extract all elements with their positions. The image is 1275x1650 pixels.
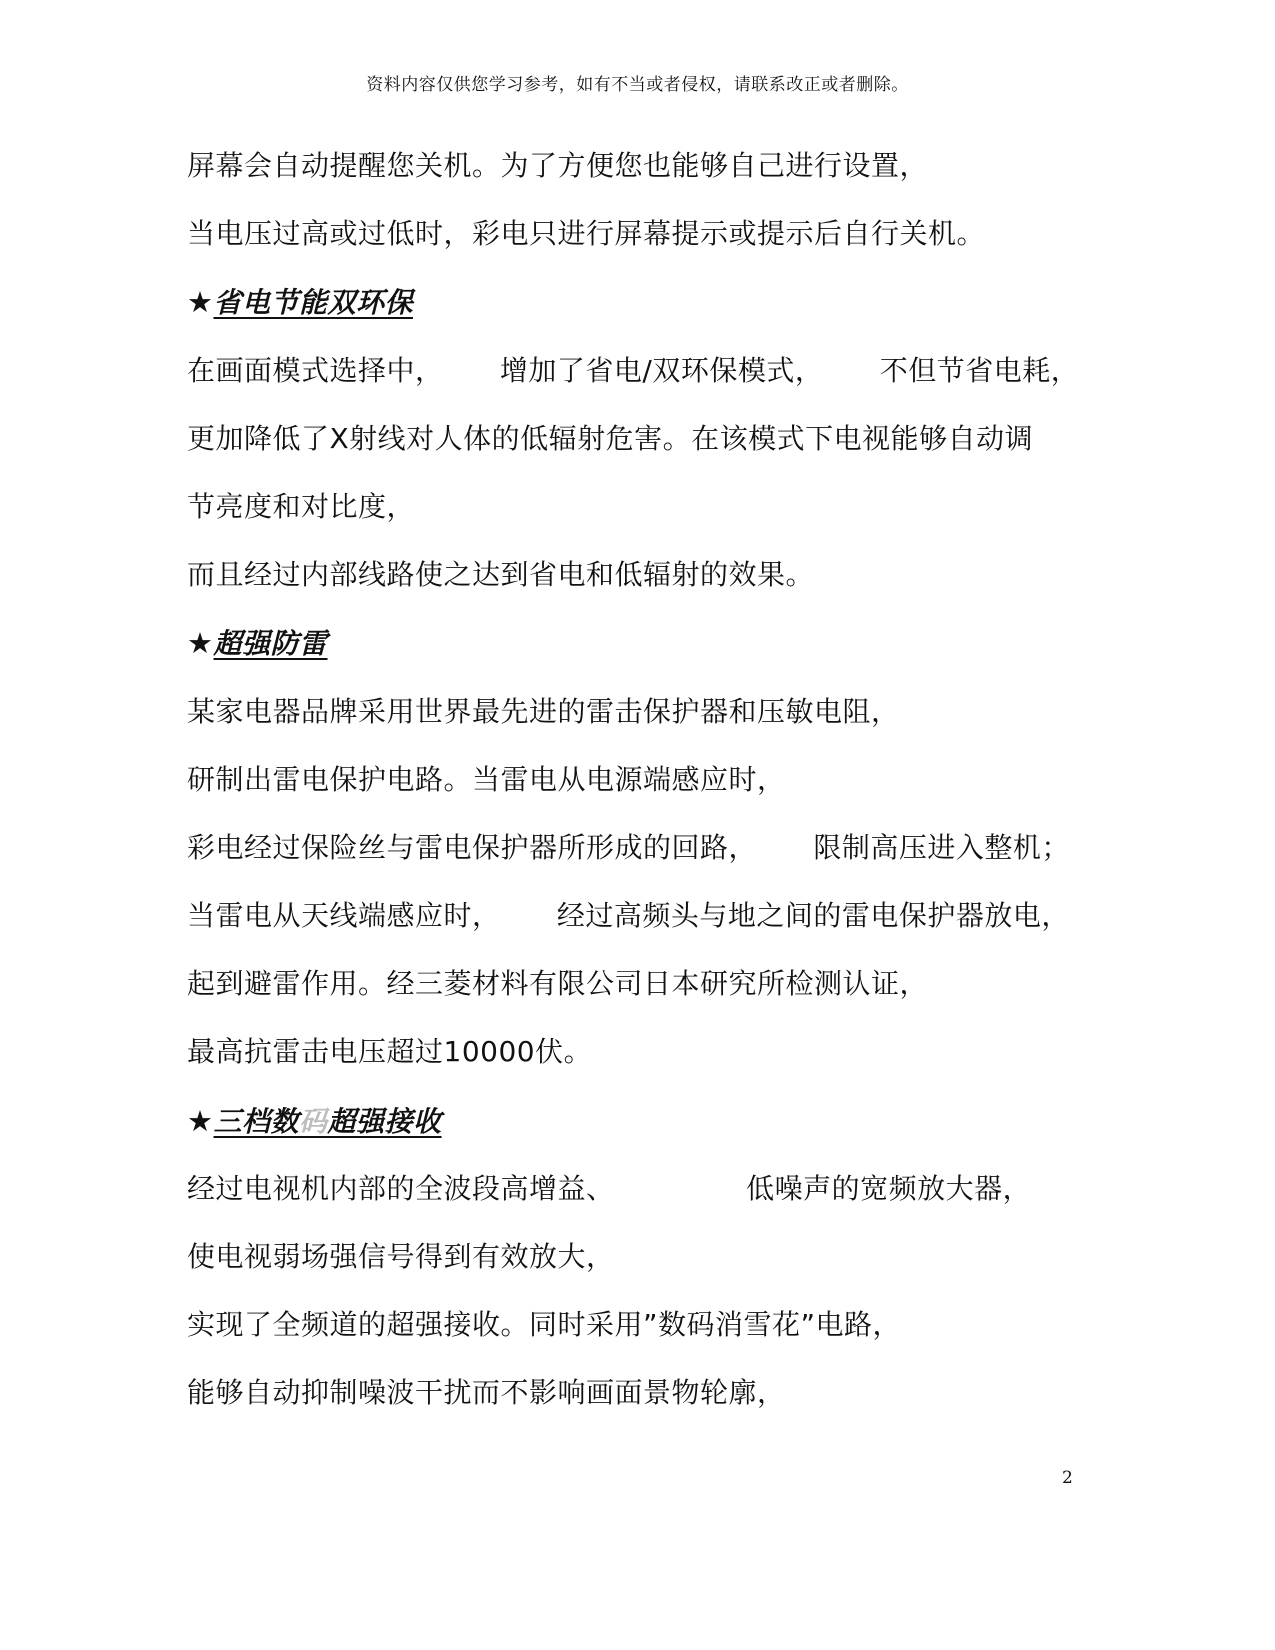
paragraph-line: 最高抗雷击电压超过10000伏。 (187, 1035, 593, 1069)
paragraph-line: 某家电器品牌采用世界最先进的雷击保护器和压敏电阻， (187, 694, 900, 728)
page-header-disclaimer: 资料内容仅供您学习参考，如有不当或者侵权，请联系改正或者删除。 (366, 75, 909, 95)
paragraph-line: 当雷电从天线端感应时， 经过高频头与地之间的雷电保护器放电， (187, 899, 1070, 933)
paragraph-line: 节亮度和对比度， (187, 489, 416, 523)
section-heading-title: 省电节能双环保 (213, 286, 414, 320)
paragraph-line: 在画面模式选择中， 增加了省电/双环保模式， 不但节省电耗， (187, 353, 1080, 387)
page-number: 2 (1062, 1468, 1073, 1488)
section-heading (187, 282, 1087, 350)
section-heading (187, 1101, 1087, 1169)
section-heading-title: 超强防雷 (213, 627, 328, 661)
section-heading-title (214, 1105, 442, 1138)
section-heading-title-part: 三档数 (213, 1104, 300, 1138)
star-icon: ★ (187, 626, 214, 661)
paragraph-line: 当电压过高或过低时，彩电只进行屏幕提示或提示后自行关机。 (187, 217, 986, 251)
section-heading-title-part: 超强接收 (327, 1104, 442, 1138)
paragraph-line: 使电视弱场强信号得到有效放大， (187, 1240, 615, 1273)
star-icon: ★ (187, 1103, 214, 1138)
paragraph-line: 研制出雷电保护电路。当雷电从电源端感应时， (187, 762, 786, 796)
section-heading-title-faded-char: 码 (299, 1104, 328, 1138)
paragraph-line: 彩电经过保险丝与雷电保护器所形成的回路， 限制高压进入整机； (187, 830, 1070, 864)
paragraph-line: 起到避雷作用。经三菱材料有限公司日本研究所检测认证， (187, 967, 929, 1001)
paragraph-line: 更加降低了X射线对人体的低辐射危害。在该模式下电视能够自动调 (187, 421, 1034, 455)
paragraph-line: 经过电视机内部的全波段高增益、 低噪声的宽频放大器， (187, 1171, 1032, 1205)
paragraph-line: 而且经过内部线路使之达到省电和低辐射的效果。 (187, 558, 815, 592)
section-heading (187, 623, 1087, 691)
paragraph-line: 实现了全频道的超强接收。同时采用”数码消雪花”电路， (187, 1308, 902, 1342)
document-body (187, 146, 1087, 1442)
star-icon: ★ (187, 285, 214, 320)
paragraph-line: 能够自动抑制噪波干扰而不影响画面景物轮廓， (187, 1376, 786, 1410)
paragraph-line: 屏幕会自动提醒您关机。为了方便您也能够自己进行设置， (187, 149, 929, 182)
